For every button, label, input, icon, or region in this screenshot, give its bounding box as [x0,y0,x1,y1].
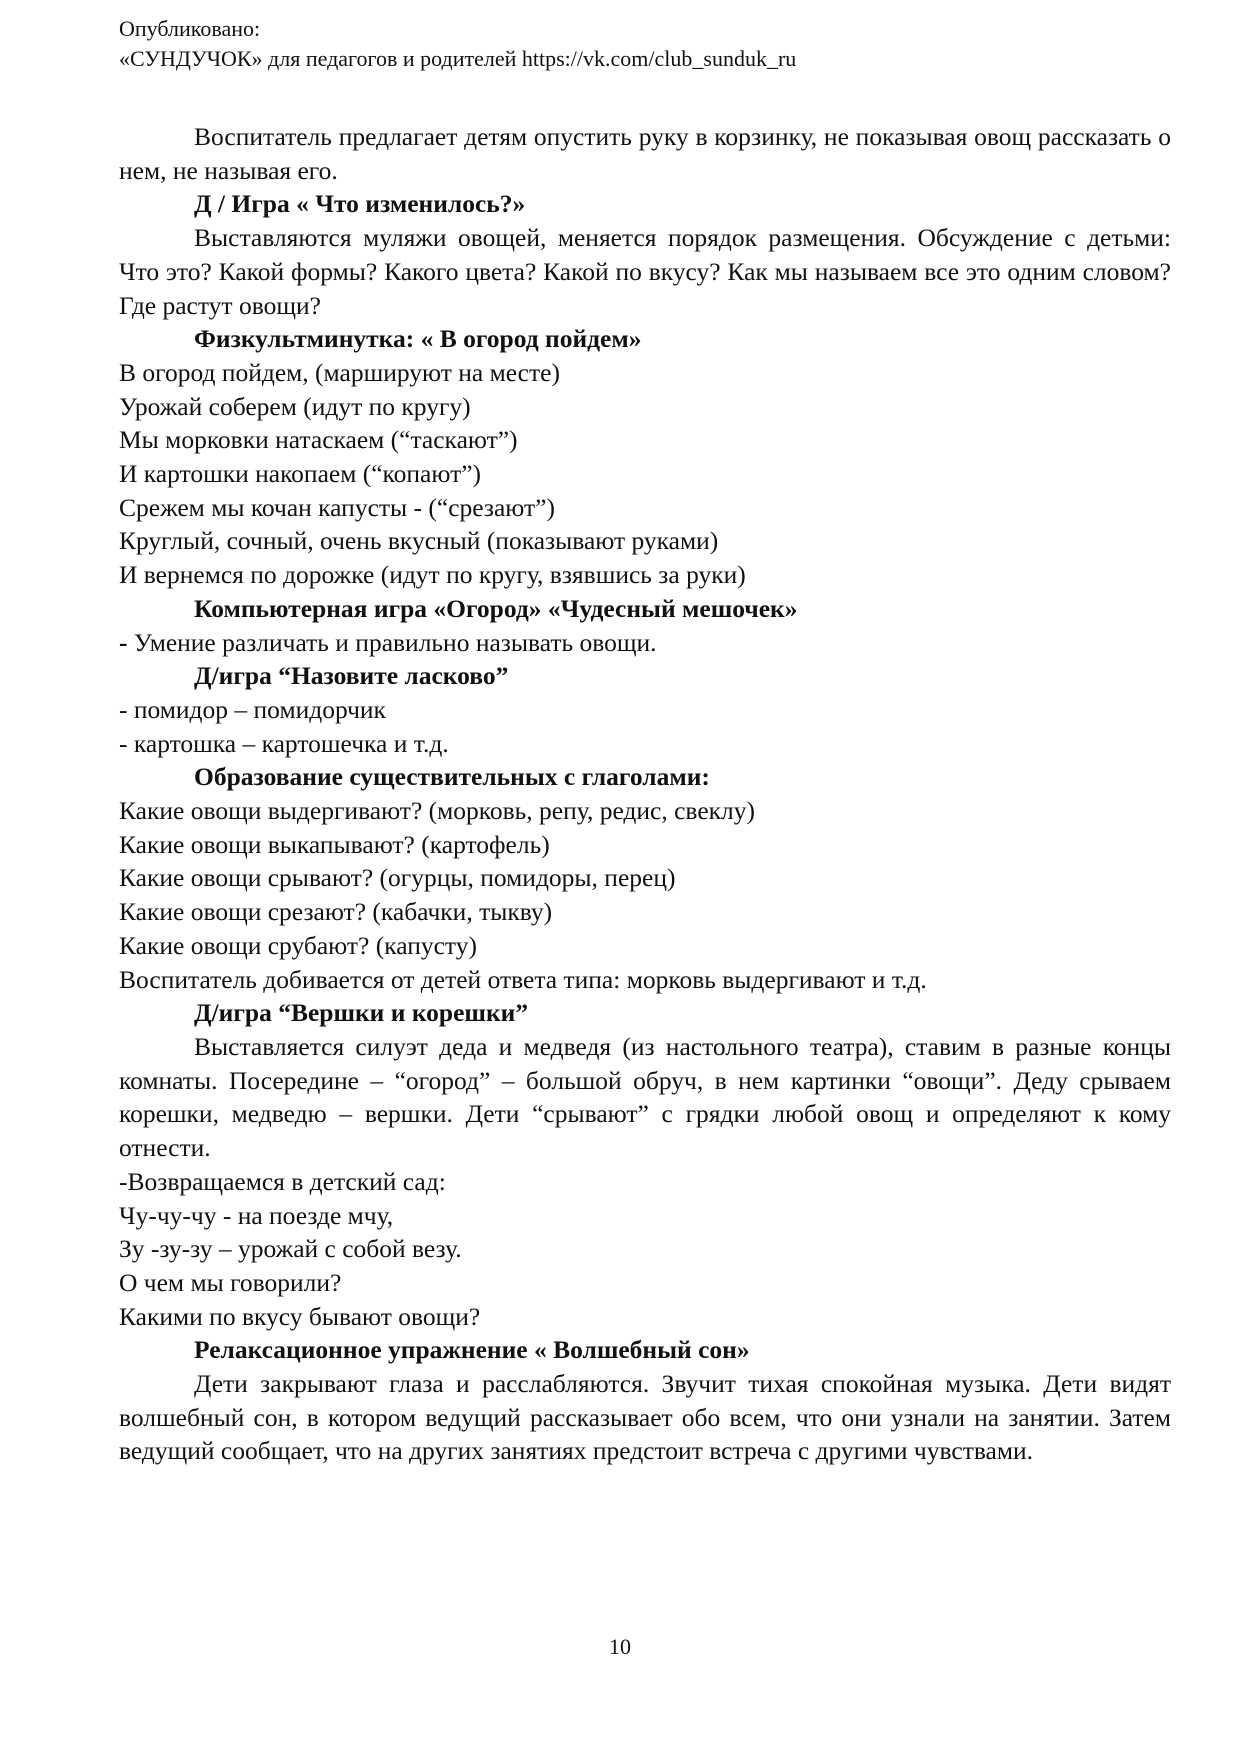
paragraph-relaxation: Дети закрывают глаза и расслабляются. Звучит тихая спокойная музыка. Дети видят волшебный сон, в котором ведущий рассказывает обо всем, что они узнали на занятии. Затем ведущий сообщает, что на других занятиях предстоит встреча с другими чувствами. [119,1369,1171,1466]
poem-line: Мы морковки натаскаем (“таскают”) [119,425,518,455]
list-item: Чу-чу-чу - на поезде мчу, [119,1200,394,1230]
poem-line: Круглый, сочный, очень вкусный (показывают руками) [119,526,719,556]
list-item: Какими по вкусу бывают овощи? [119,1301,481,1331]
heading-nouns-with-verbs: Образование существительных с глаголами: [194,762,710,792]
heading-physical-break: Физкультминутка: « В огород пойдем» [194,324,642,354]
publication-header [119,14,796,74]
skill-text: Умение различать и правильно называть овощи. [127,627,657,657]
paragraph-vegetable-models: Выставляются муляжи овощей, меняется порядок размещения. Обсуждение с детьми: Что это? Какой формы? Какого цвета? Какой по вкусу? Как мы называем все это одним словом? Где растут овощи? [119,223,1171,320]
page-number: 10 [609,1634,631,1659]
list-item: - картошка – картошечка и т.д. [119,728,449,758]
list-item: -Возвращаемся в детский сад: [119,1166,446,1196]
poem-line: Урожай соберем (идут по кругу) [119,391,471,421]
skill-line [119,626,1171,660]
skill-dash: - [119,627,128,657]
list-item: Воспитатель добивается от детей ответа типа: морковь выдергивают и т.д. [119,964,927,994]
header-source-line: «СУНДУЧОК» для педагогов и родителей https://vk.com/club_sunduk_ru [119,46,797,71]
list-item: Какие овощи срезают? (кабачки, тыкву) [119,897,553,927]
poem-line: Срежем мы кочан капусты - (“срезают”) [119,492,555,522]
list-item: Какие овощи срывают? (огурцы, помидоры, перец) [119,863,676,893]
list-item: Какие овощи выдергивают? (морковь, репу, редис, свеклу) [119,796,755,826]
list-item: - помидор – помидорчик [119,694,386,724]
list-item: Зу -зу-зу – урожай с собой везу. [119,1234,462,1264]
paragraph-intro: Воспитатель предлагает детям опустить руку в корзинку, не показывая овощ рассказать о нем, не называя его. [119,122,1171,185]
poem-line: И картошки накопаем (“копают”) [119,459,482,489]
poem-line: В огород пойдем, (маршируют на месте) [119,357,560,387]
page-content [119,120,1171,1468]
heading-name-affectionately-game: Д/игра “Назовите ласково” [194,661,509,691]
heading-relaxation-exercise: Релаксационное упражнение « Волшебный сон» [194,1335,750,1365]
list-item: Какие овощи выкапывают? (картофель) [119,829,550,859]
heading-tops-and-roots-game: Д/игра “Вершки и корешки” [194,998,529,1028]
list-item: Какие овощи срубают? (капусту) [119,930,477,960]
heading-computer-game: Компьютерная игра «Огород» «Чудесный мешочек» [194,593,798,623]
list-item: О чем мы говорили? [119,1267,342,1297]
header-published-label: Опубликовано: [119,16,261,41]
poem-line: И вернемся по дорожке (идут по кругу, взявшись за руки) [119,560,746,590]
paragraph-tops-and-roots: Выставляется силуэт деда и медведя (из настольного театра), ставим в разные концы комнаты. Посередине – “огород” – большой обруч, в нем картинки “овощи”. Деду срываем корешки, медведю – вершки. Дети “срывают” с грядки любой овощ и определяют к кому отнести. [119,1031,1171,1163]
heading-what-changed-game: Д / Игра « Что изменилось?» [194,189,526,219]
